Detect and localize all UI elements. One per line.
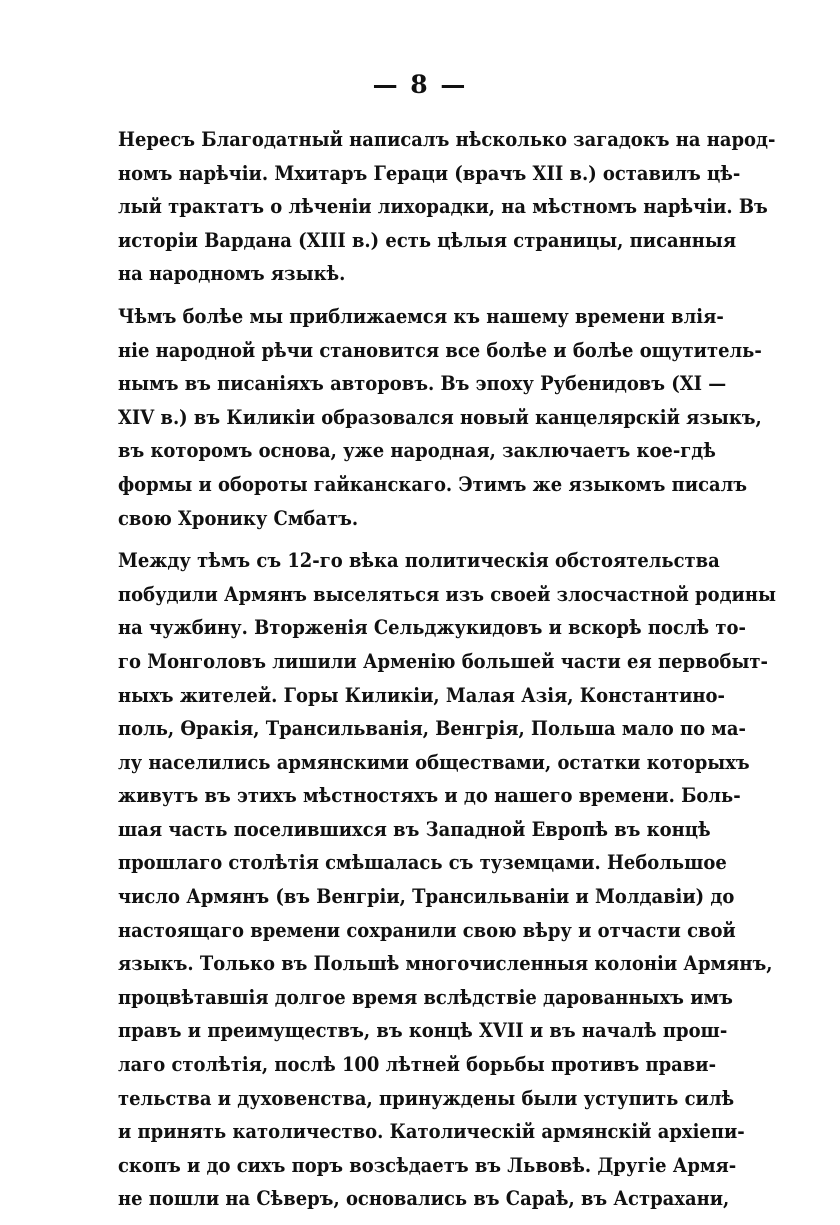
paragraph-3 [118, 544, 776, 1216]
text-line: тельства и духовенства, принуждены были уступить силѣ [118, 1086, 735, 1110]
text-line: лу населились армянскими обществами, остатки которыхъ [118, 750, 750, 774]
text-line: свою Хронику Смбатъ. [118, 506, 359, 530]
text-line: Между тѣмъ съ 12-го вѣка политическія обстоятельства [118, 549, 720, 573]
text-line: поль, Ѳракія, Трансильванія, Венгрія, Польша мало по ма- [118, 717, 746, 741]
text-line: побудили Армянъ выселяться изъ своей злосчастной родины [118, 582, 776, 606]
paragraph-2 [118, 300, 762, 535]
text-line: Нересъ Благодатный написалъ нѣсколько загадокъ на народ- [118, 128, 776, 151]
text-line: на народномъ языкѣ. [118, 262, 346, 286]
text-line: лаго столѣтія, послѣ 100 лѣтней борьбы противъ прави- [118, 1053, 717, 1077]
text-line: скопъ и до сихъ поръ возсѣдаетъ въ Львовѣ. Другіе Армя- [118, 1153, 737, 1177]
page-number: — 8 — [372, 70, 468, 99]
text-line: живутъ въ этихъ мѣстностяхъ и до нашего времени. Боль- [118, 784, 741, 808]
text-line: номъ нарѣчіи. Мхитаръ Гераци (врачъ XII в.) оставилъ цѣ- [118, 161, 741, 185]
text-line: прошлаго столѣтія смѣшалась съ туземцами. Небольшое [118, 851, 727, 875]
text-line: правъ и преимуществъ, въ концѣ XVII и въ началѣ прош- [118, 1019, 728, 1043]
text-line: въ которомъ основа, уже народная, заключаетъ кое-гдѣ [118, 439, 716, 463]
body-text [118, 123, 776, 1225]
text-line: на чужбину. Вторженія Сельджукидовъ и вскорѣ послѣ то- [118, 616, 746, 640]
text-line: го Монголовъ лишили Арменію большей части ея первобыт- [118, 649, 768, 673]
text-line: число Армянъ (въ Венгріи, Трансильваніи и Молдавіи) до [118, 885, 735, 909]
text-line: формы и обороты гайканскаго. Этимъ же языкомъ писалъ [118, 472, 748, 496]
text-line: ныхъ жителей. Горы Киликіи, Малая Азія, Константино- [118, 683, 725, 707]
text-line: ніе народной рѣчи становится все болѣе и болѣе ощутитель- [118, 338, 762, 362]
text-line: исторіи Вардана (XIII в.) есть цѣлыя страницы, писанныя [118, 228, 737, 252]
text-line: и принять католичество. Католическій армянскій архіепи- [118, 1120, 745, 1144]
text-line: нымъ въ писаніяхъ авторовъ. Въ эпоху Рубенидовъ (XI — [118, 372, 727, 396]
text-line: настоящаго времени сохранили свою вѣру и отчасти свой [118, 918, 736, 942]
text-line: Чѣмъ болѣе мы приближаемся къ нашему времени влія- [118, 304, 724, 328]
text-line: лый трактатъ о лѣченіи лихорадки, на мѣстномъ нарѣчіи. Въ [118, 195, 768, 219]
text-line: XIV в.) въ Киликіи образовался новый канцелярскій языкъ, [118, 405, 762, 429]
text-line: процвѣтавшія долгое время вслѣдствіе дарованныхъ имъ [118, 985, 733, 1009]
text-line: не пошли на Сѣверъ, основались въ Сараѣ, въ Астрахани, [118, 1187, 730, 1211]
text-line: шая часть поселившихся въ Западной Европѣ въ концѣ [118, 817, 711, 841]
paragraph-1 [118, 123, 776, 291]
text-line: языкъ. Только въ Польшѣ многочисленныя колоніи Армянъ, [118, 952, 773, 976]
